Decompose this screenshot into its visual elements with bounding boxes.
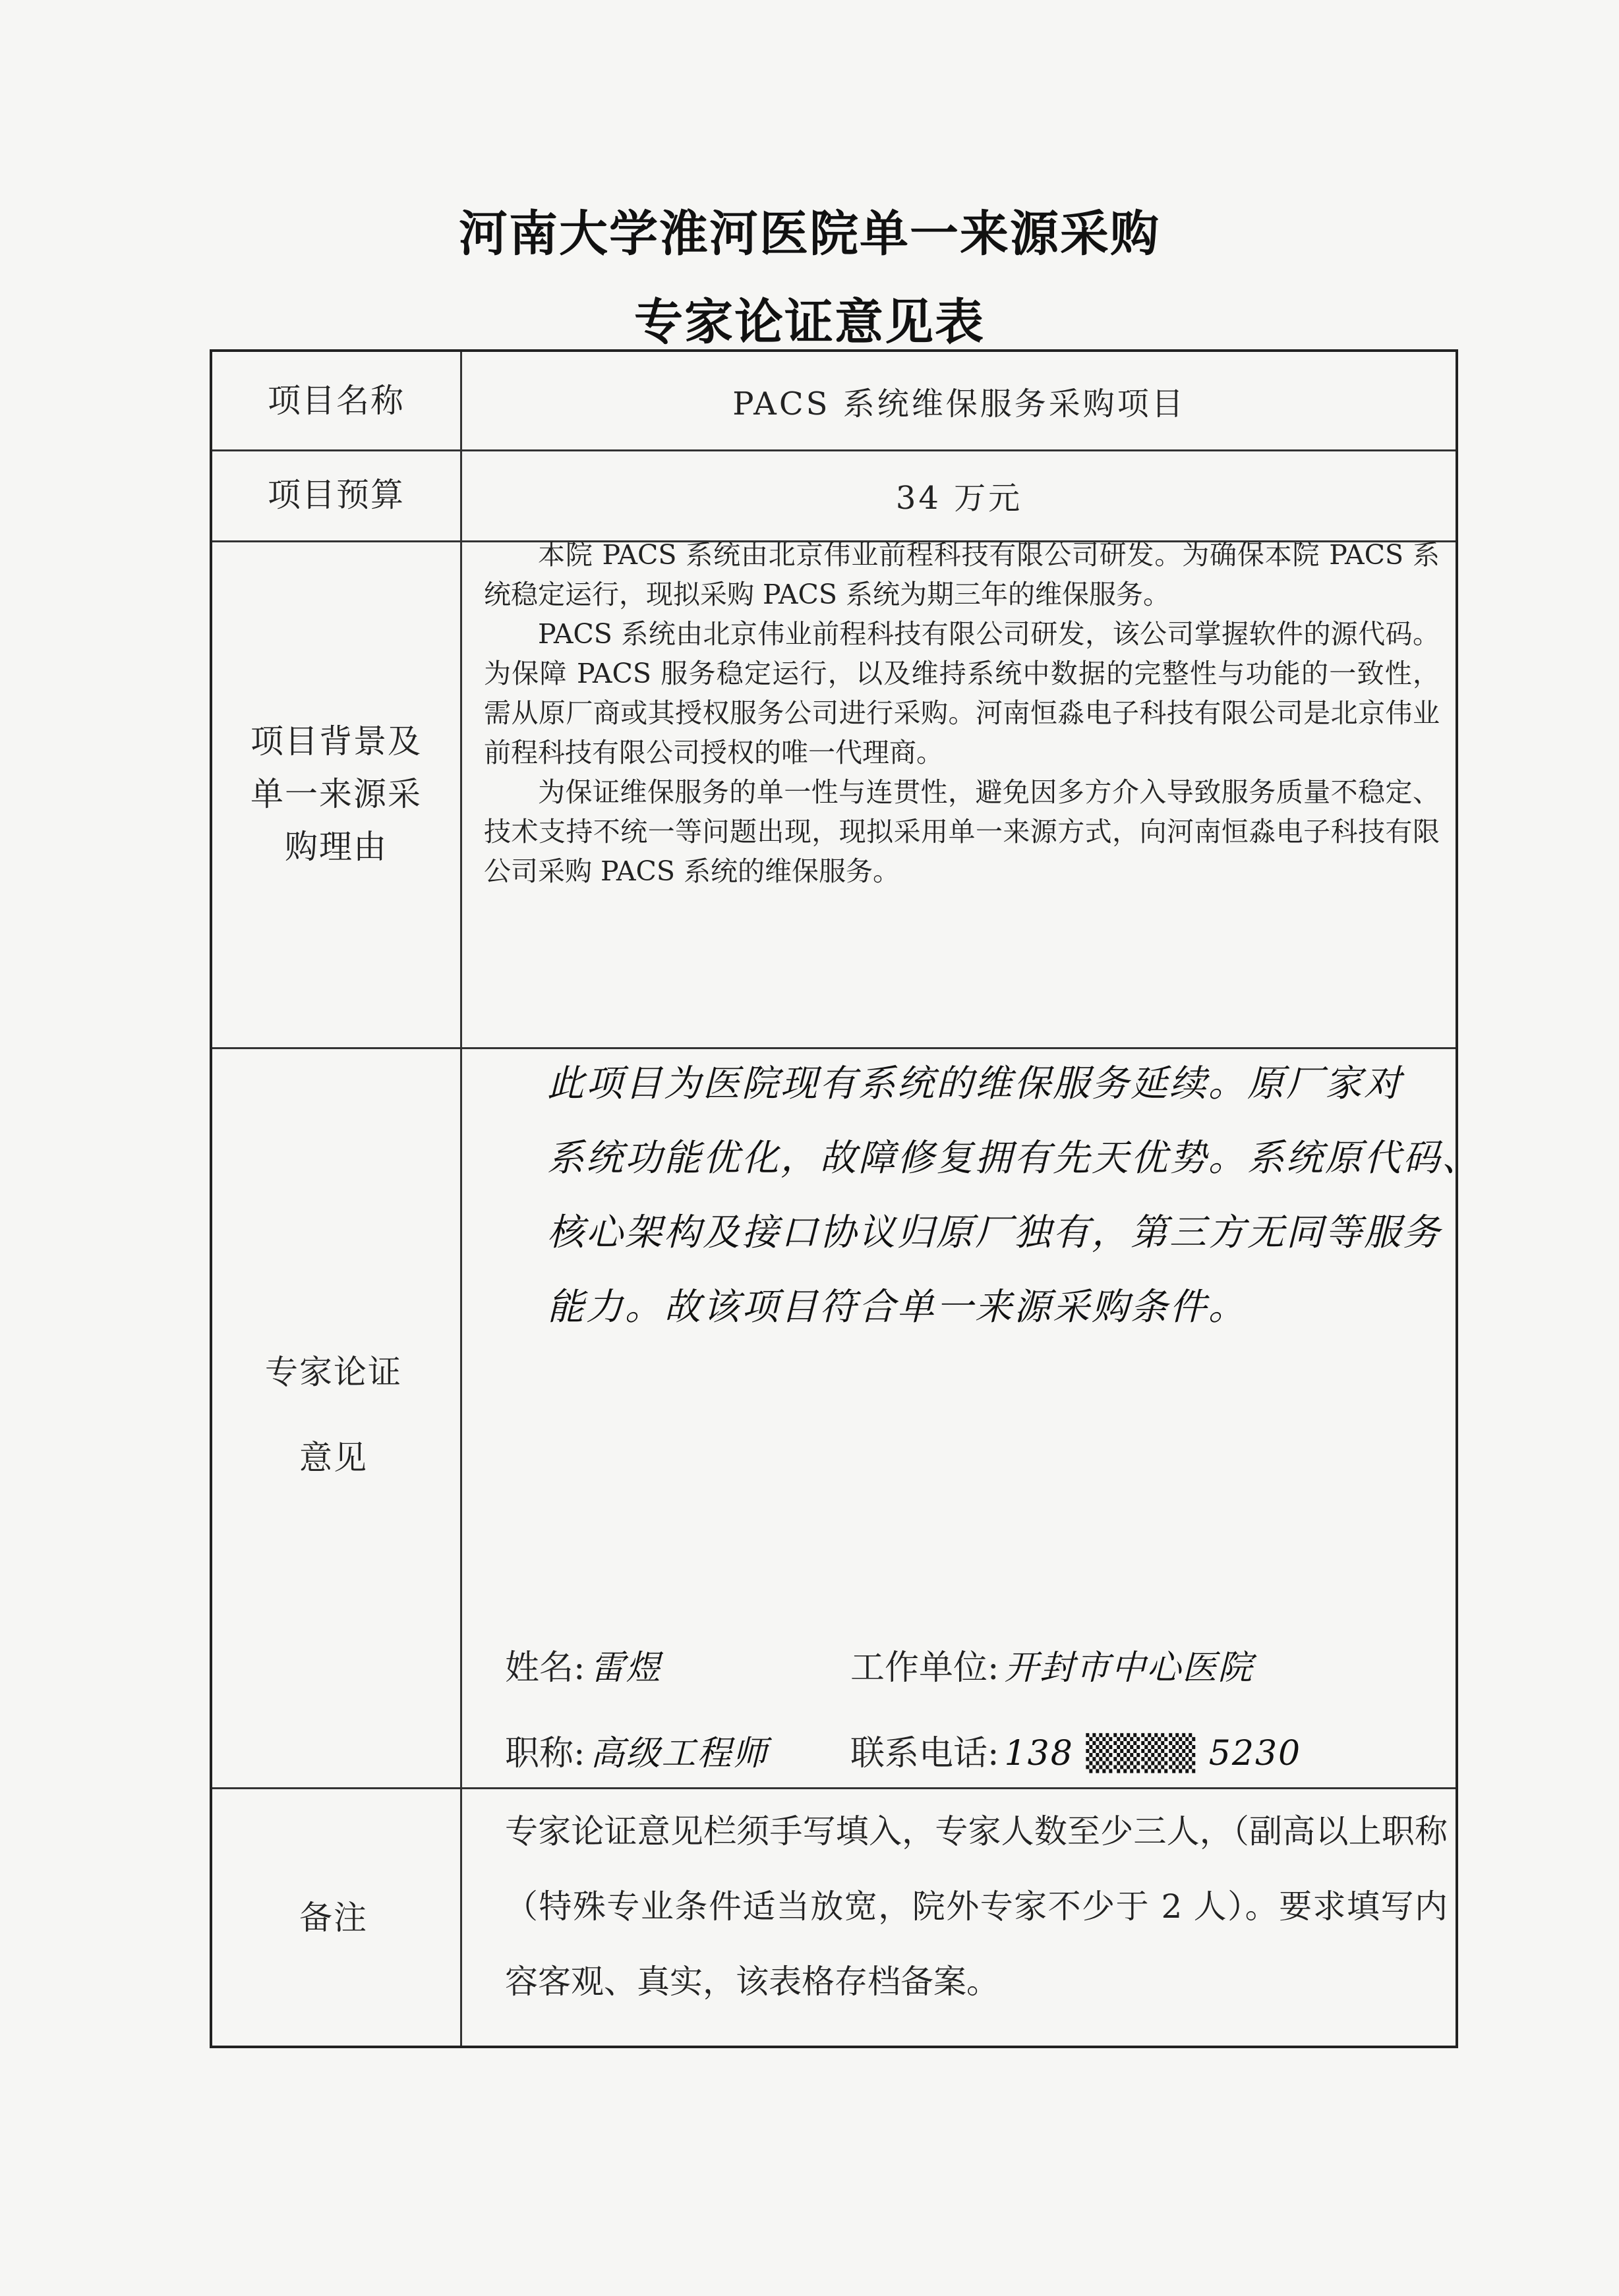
opinion-label-2 <box>210 1412 457 1504</box>
project-name-value: PACS 系统维保服务采购项目 <box>732 385 1186 422</box>
remark-label: 备注 <box>299 1899 368 1937</box>
background-text <box>484 535 1440 891</box>
remark-text: 专家论证意见栏须手写填入，专家人数至少三人，（副高以上职称（特殊专业条件适当放宽，院外专家不少于 2 人）。要求填写内容客观、真实，该表格存档备案。 <box>505 1812 1448 2001</box>
expert-phone <box>850 1725 1301 1775</box>
name-value: 雷煜 <box>590 1648 662 1688</box>
unit-label: 工作单位: <box>850 1648 999 1688</box>
scan-artifact <box>554 0 1147 20</box>
expert-name <box>505 1640 662 1689</box>
budget-value: 34 万元 <box>895 479 1023 517</box>
title-value: 高级工程师 <box>590 1734 769 1773</box>
project-name-label: 项目名称 <box>268 382 405 420</box>
phone-value: 138 ▒▒▒▒ 5230 <box>1004 1734 1302 1773</box>
background-paragraph: PACS 系统由北京伟业前程科技有限公司研发，该公司掌握软件的源代码。为保障 PACS 服务稳定运行，以及维持系统中数据的完整性与功能的一致性，需从原厂商或其授权服务公司进行采购。河南恒淼电子科技有限公司是北京伟业前程科技有限公司授权的唯一代理商。 <box>484 618 1440 768</box>
opinion-label-line2: 意见 <box>299 1439 368 1477</box>
background-paragraph: 本院 PACS 系统由北京伟业前程科技有限公司研发。为确保本院 PACS 系统稳定运行，现拟采购 PACS 系统为期三年的维保服务。 <box>484 539 1440 610</box>
handwritten-line: 核心架构及接口协议归原厂独有，第三方无同等服务 <box>547 1211 1442 1254</box>
name-label: 姓名: <box>505 1648 585 1688</box>
document-subtitle: 专家论证意见表 <box>634 294 985 351</box>
column-divider <box>460 352 462 2046</box>
handwritten-line: 此项目为医院现有系统的维保服务延续。原厂家对 <box>547 1062 1403 1105</box>
budget-label: 项目预算 <box>268 476 405 514</box>
handwritten-line: 系统功能优化，故障修复拥有先天优势。系统原代码、 <box>547 1137 1481 1180</box>
handwritten-opinion <box>547 1047 1510 1344</box>
document-title: 河南大学淮河医院单一来源采购 <box>459 206 1160 262</box>
unit-value: 开封市中心医院 <box>1004 1648 1254 1688</box>
phone-label: 联系电话: <box>850 1734 999 1773</box>
expert-unit <box>850 1640 1254 1689</box>
expert-title <box>505 1725 769 1775</box>
background-paragraph: 为保证维保服务的单一性与连贯性，避免因多方介入导致服务质量不稳定、技术支持不统一等问题出现，现拟采用单一来源方式，向河南恒淼电子科技有限公司采购 PACS 系统的维保服务。 <box>484 776 1440 887</box>
handwritten-line: 能力。故该项目符合单一来源采购条件。 <box>547 1286 1247 1329</box>
title-label: 职称: <box>505 1734 585 1773</box>
opinion-label-line1: 专家论证 <box>265 1353 402 1391</box>
background-label: 项目背景及单一来源采购理由 <box>250 722 422 866</box>
